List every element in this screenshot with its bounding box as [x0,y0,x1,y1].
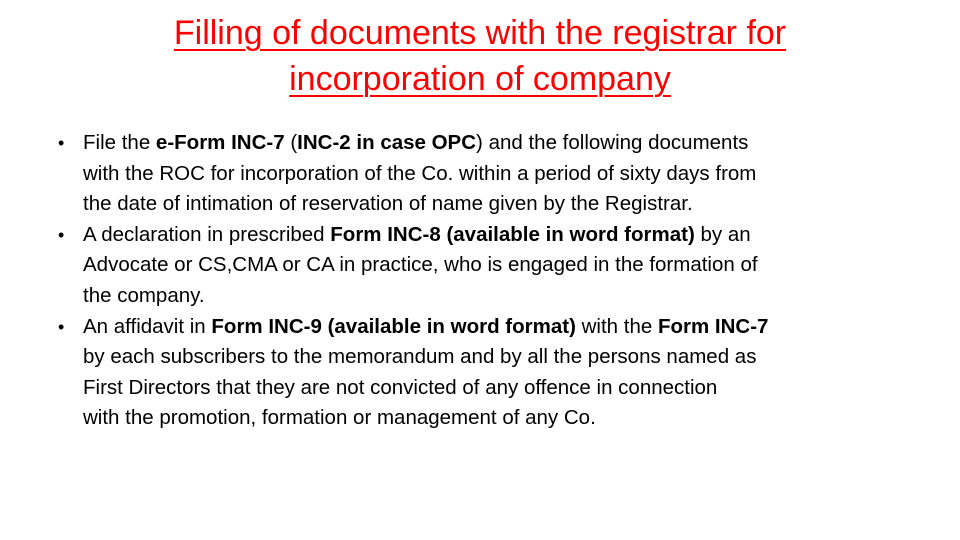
bullet-line [83,220,912,251]
text-segment: File the [83,131,156,154]
bullet-item [52,312,912,434]
text-segment: A declaration in prescribed [83,222,331,246]
text-segment: with the [575,314,658,338]
text-segment: by each subscribers to the memorandum and by all the persons named as [83,345,757,369]
text-segment: Advocate or CS,CMA or CA in practice, who is engaged in the formation of [83,253,758,277]
bullet-line [83,128,912,159]
text-segment: First Directors that they are not convicted of any offence in connection [83,375,718,399]
text-segment: ( [284,131,298,154]
text-segment: the company. [83,283,205,307]
text-segment: ) and the following documents [476,131,749,154]
bullet-line [83,403,912,434]
text-segment: by an [694,222,751,246]
bold-text: Form INC-8 (available in word format) [330,222,695,246]
bullet-line [83,159,912,190]
bullet-line [83,189,912,220]
bullet-line [83,250,912,281]
bullet-marker: • [58,316,65,337]
bold-text: INC-2 in case OPC [297,131,477,154]
slide-title [70,10,890,102]
text-segment: with the promotion, formation or management of any Co. [83,406,596,430]
bullet-line [83,342,912,373]
bold-text: Form INC-9 (available in word format) [211,314,576,338]
bullet-marker: • [58,133,65,153]
text-segment: with the ROC for incorporation of the Co. within a period of sixty days from [83,161,757,185]
bullet-list [52,128,912,434]
slide-title-line-2: incorporation of company [289,60,671,98]
bullet-marker: • [58,224,65,245]
bullet-item [52,128,912,220]
bullet-line [83,373,912,404]
bullet-item [52,220,912,312]
text-segment: An affidavit in [83,314,212,338]
bullet-line [83,312,912,343]
bullet-line [83,281,912,312]
slide-title-line-1: Filling of documents with the registrar for [173,14,787,52]
bold-text: e-Form INC-7 [155,131,285,154]
text-segment: the date of intimation of reservation of name given by the Registrar. [83,192,693,216]
bold-text: Form INC-7 [657,314,769,338]
